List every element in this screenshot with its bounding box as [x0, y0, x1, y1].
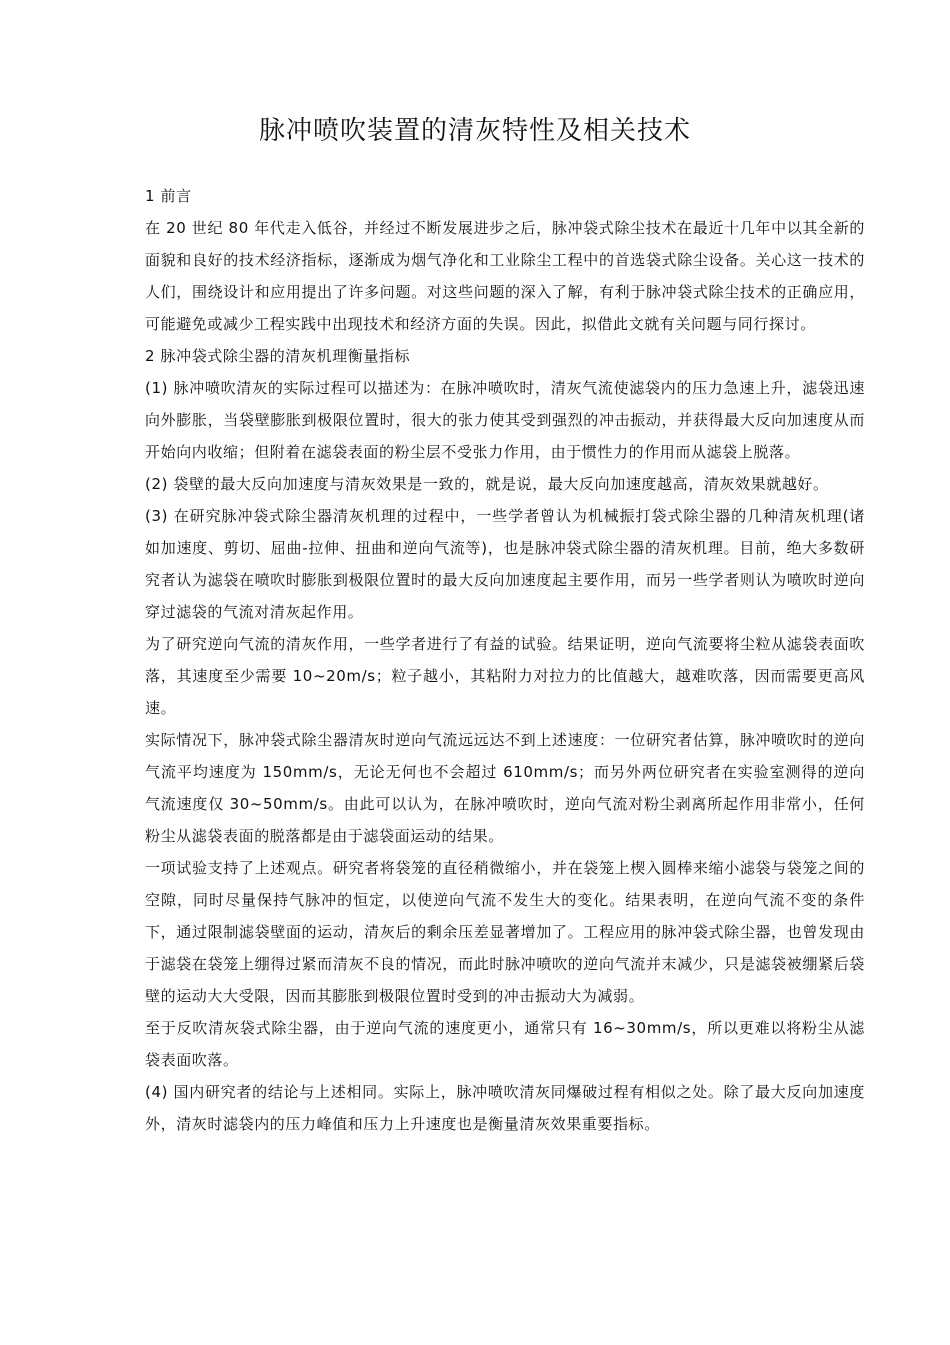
document-body	[145, 180, 865, 1140]
paragraph: 实际情况下，脉冲袋式除尘器清灰时逆向气流远远达不到上述速度：一位研究者估算，脉冲喷吹时的逆向气流平均速度为 150mm/s，无论无何也不会超过 610mm/s；而另外两位研究者在实验室测得的逆向气流速度仅 30~50mm/s。由此可以认为，在脉冲喷吹时，逆向气流对粉尘剥离所起作用非常小，任何粉尘从滤袋表面的脱落都是由于滤袋面运动的结果。	[145, 731, 865, 845]
paragraph: 至于反吹清灰袋式除尘器，由于逆向气流的速度更小，通常只有 16~30mm/s，所以更难以将粉尘从滤袋表面吹落。	[145, 1019, 865, 1069]
paragraph: 为了研究逆向气流的清灰作用，一些学者进行了有益的试验。结果证明，逆向气流要将尘粒从滤袋表面吹落，其速度至少需要 10~20m/s；粒子越小，其粘附力对拉力的比值越大，越难吹落，因而需要更高风速。	[145, 635, 865, 717]
section-heading-preface: 1 前言	[145, 187, 192, 205]
paragraph: (1) 脉冲喷吹清灰的实际过程可以描述为：在脉冲喷吹时，清灰气流使滤袋内的压力急速上升，滤袋迅速向外膨胀，当袋壁膨胀到极限位置时，很大的张力使其受到强烈的冲击振动，并获得最大反向加速度从而开始向内收缩；但附着在滤袋表面的粉尘层不受张力作用，由于惯性力的作用而从滤袋上脱落。	[145, 379, 865, 461]
document-title: 脉冲喷吹装置的清灰特性及相关技术	[258, 116, 691, 146]
paragraph: 一项试验支持了上述观点。研究者将袋笼的直径稍微缩小，并在袋笼上楔入圆棒来缩小滤袋与袋笼之间的空隙，同时尽量保持气脉冲的恒定，以使逆向气流不发生大的变化。结果表明，在逆向气流不变的条件下，通过限制滤袋壁面的运动，清灰后的剩余压差显著增加了。工程应用的脉冲袋式除尘器，也曾发现由于滤袋在袋笼上绷得过紧而清灰不良的情况，而此时脉冲喷吹的逆向气流并末减少，只是滤袋被绷紧后袋壁的运动大大受限，因而其膨胀到极限位置时受到的冲击振动大为减弱。	[145, 859, 865, 1005]
paragraph: 在 20 世纪 80 年代走入低谷，并经过不断发展进步之后，脉冲袋式除尘技术在最近十几年中以其全新的面貌和良好的技术经济指标，逐渐成为烟气净化和工业除尘工程中的首选袋式除尘设备。关心这一技术的人们，围绕设计和应用提出了许多问题。对这些问题的深入了解，有利于脉冲袋式除尘技术的正确应用，可能避免或减少工程实践中出现技术和经济方面的失误。因此，拟借此文就有关问题与同行探讨。	[145, 219, 865, 333]
paragraph: (3) 在研究脉冲袋式除尘器清灰机理的过程中，一些学者曾认为机械振打袋式除尘器的几种清灰机理(诸如加速度、剪切、屈曲-拉伸、扭曲和逆向气流等)，也是脉冲袋式除尘器的清灰机理。目前，绝大多数研究者认为滤袋在喷吹时膨胀到极限位置时的最大反向加速度起主要作用，而另一些学者则认为喷吹时逆向穿过滤袋的气流对清灰起作用。	[145, 507, 865, 621]
paragraph: (2) 袋壁的最大反向加速度与清灰效果是一致的，就是说，最大反向加速度越高，清灰效果就越好。	[145, 475, 829, 493]
paragraph: (4) 国内研究者的结论与上述相同。实际上，脉冲喷吹清灰同爆破过程有相似之处。除了最大反向加速度外，清灰时滤袋内的压力峰值和压力上升速度也是衡量清灰效果重要指标。	[145, 1083, 865, 1133]
section-heading-mechanism: 2 脉冲袋式除尘器的清灰机理衡量指标	[145, 347, 411, 365]
